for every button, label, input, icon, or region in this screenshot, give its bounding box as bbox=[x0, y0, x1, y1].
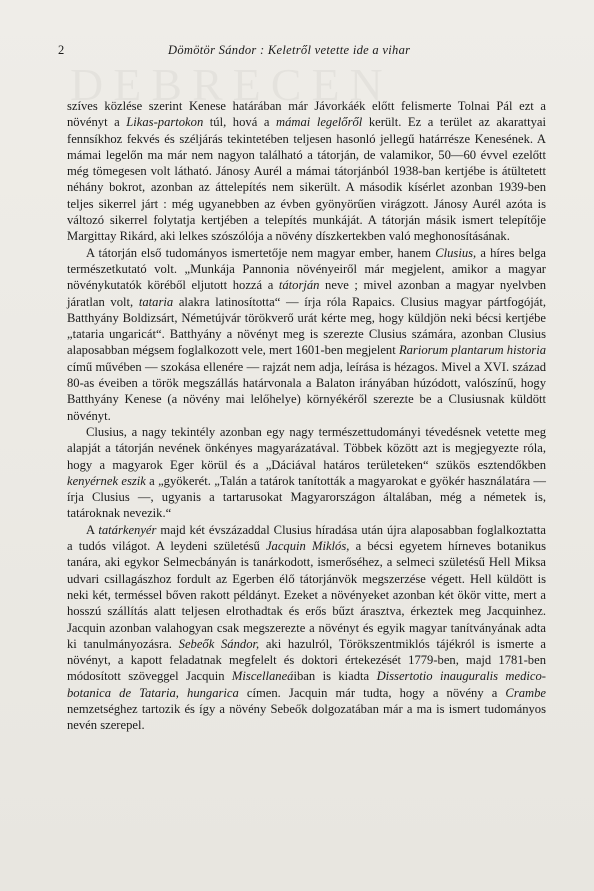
text-run: címen. Jacquin már tudta, hogy a növény a bbox=[238, 685, 506, 700]
text-run: majd két évszázaddal Clusius híradása után újra alaposabban foglalkoztatta a tudós világot. A leydeni születésű bbox=[67, 522, 546, 554]
italic-text: kenyérnek eszik bbox=[67, 473, 146, 488]
page-number: 2 bbox=[58, 43, 65, 57]
paragraph bbox=[67, 98, 546, 245]
italic-text: Sebeők Sándor, bbox=[178, 636, 260, 651]
text-run: című művében — szokása ellenére — rajzát nem adja, leírása is hézagos. Mivel a XVI. század 80-as éveiben a török megszállás határvonala a Balaton irányában húzódott, valószínű, hogy Batthyány Kenese (a növény mai lelőhelye) környékéről szerezte be a Clusiusnak küldött növényt. bbox=[67, 359, 546, 423]
running-head bbox=[58, 43, 556, 59]
text-run: iban is kiadta bbox=[293, 669, 377, 684]
text-run: került. Ez a terület az akarattyai fennsíkhoz fekvés és széljárás tekintetében teljesen hasonló jellegű határrésze Kenesének. A mámai legelőn ma már nem nagyon található a tátorján, de valamikor, 50—60 évvel ezelőtt még tömegesen volt látható. Jánosy Aurél a mámai tátorjánból 1938-ban kertjébe is átültetett néhány bokrot, azonban az áttelepítés nem sikerült. A második kísérlet azonban 1939-ben teljes sikerrel járt : még ugyanebben az évben gyönyörűen virágzott. Jánosy Aurél azóta is változó sikerrel folytatja kertjében a telepítés munkáját. A tátorján másik ismert telepítője Margittay Rikárd, aki lelkes szószólója a növény díszkertekben való meghonosításának. bbox=[67, 115, 547, 244]
text-run: szíves közlése szerint Kenese határában már Jávorkáék előtt felismerte Tolnai Pál ezt a növényt a bbox=[67, 99, 546, 130]
text-run: nemzetséghez tartozik és így a növény Sebeők dolgozatában már a ma is ismert tudományos nevén szerepel. bbox=[67, 701, 546, 733]
text-run: aki hazulról, Törökszentmiklós tájékról is ismerte a növényt, a kapott feladatnak megfelelt és doktori értekezését 1779-ben, majd 1781-ben módosított szöveggel Jacquin bbox=[67, 636, 547, 684]
italic-text: tataria bbox=[138, 294, 174, 309]
text-run: a bécsi egyetem hírneves botanikus tanára, aki egykor Selmecbányán is tanárkodott, ismerőséhez, a selmeci születésű Hell Miksa udvari csillagászhoz fordult az Egerben élő tátorjánvök megszerzése végett. Hell küldött is neki két, terméssel bőven rakott példányt. Ezeket a növényeket azonban két ökör vitte, mert a hosszú szállítás alatt teljesen elrothadtak és erős bűzt árasztva, érkeztek meg Jacquinhez. Jacquin azonban valahogyan csak megszerezte a növényt és egyik magyar tanítványának adta ki tanulmányozásra. bbox=[67, 539, 546, 651]
paragraph bbox=[67, 522, 546, 734]
italic-text: Rariorum plantarum historia bbox=[398, 343, 546, 358]
italic-text: Likas-partokon bbox=[126, 115, 204, 130]
paragraph bbox=[67, 424, 546, 522]
italic-text: Jacquin Miklós, bbox=[265, 539, 350, 554]
text-run: túl, hová a bbox=[203, 115, 276, 130]
text-run: Clusius, a nagy tekintély azonban egy nagy természettudományi tévedésnek vetette meg alapját a tátorján nevének önkényes magyarázatával. Többek között azt is megjegyezte róla, hogy a magyarok Eger körül és a „Dáciával határos területeken“ szükös esztendőkben bbox=[67, 424, 546, 472]
italic-text: Miscellaneá bbox=[231, 669, 294, 684]
italic-text: mámai legelőről bbox=[275, 115, 363, 130]
text-run: alakra latinosította“ — írja róla Rapaics. Clusius magyar pártfogóját, Batthyány Boldizsárt, Németújvár törökverő urát kérte meg, hogy küldjön neki bécsi kertjébe „tataria ungaricát“. Batthyány a növényt meg is szerezte Clusius számára, azonban Clusius alaposabban mégsem foglalkozott vele, mert 1601-ben megjelent bbox=[67, 294, 546, 358]
paragraph bbox=[67, 245, 546, 424]
text-run: a „gyökerét. „Talán a tatárok tanították a magyarokat e gyökér használatára — írja Clusius —, ugyanis a tartarusokat Magyarországon általában, még a németek is, tatároknak nevezik.“ bbox=[67, 473, 546, 521]
running-head-title: Dömötör Sándor : Keletről vetette ide a vihar bbox=[168, 43, 411, 57]
italic-text: tatárkenyér bbox=[98, 522, 157, 537]
text-run: A tátorján első tudományos ismertetője nem magyar ember, hanem bbox=[86, 245, 436, 260]
italic-text: Dissertotio inauguralis medico-botanica de Tataria, hungarica bbox=[67, 669, 546, 700]
body-text bbox=[67, 98, 546, 734]
text-run: A bbox=[86, 522, 99, 537]
italic-text: Clusius, bbox=[435, 245, 477, 260]
italic-text: Crambe bbox=[505, 685, 547, 700]
italic-text: tátorján bbox=[278, 278, 320, 293]
text-run: neve ; mivel azonban a magyar nyelvben járatlan volt, bbox=[67, 278, 546, 309]
text-run: a híres belga természetkutató volt. „Munkája Pannonia növényeiről már megjelent, amikor a magyar növénykutatók köréből eljutott hozzá a bbox=[67, 245, 546, 293]
